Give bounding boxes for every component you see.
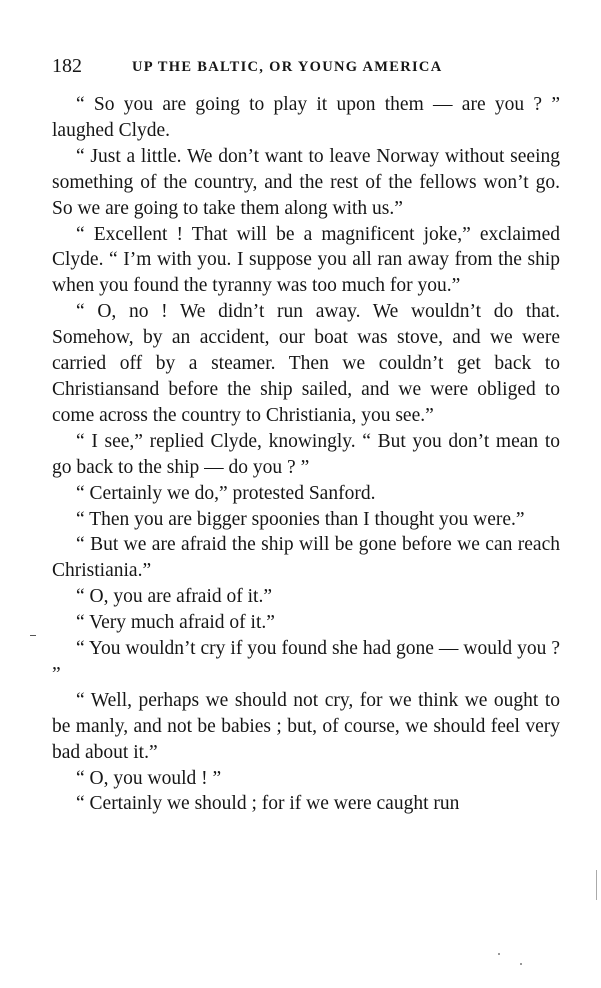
running-title: UP THE BALTIC, OR YOUNG AMERICA [132,59,443,75]
paragraph: “ Certainly we should ; for if we were caught run [76,793,460,815]
paragraph: “ Just a little. We don’t want to leave Norway without seeing something of the country, and the rest of the fellows won’t go. So we are going to take them along with us.” [52,145,560,219]
paragraph: “ Certainly we do,” protested Sanford. [76,482,376,504]
scan-mark [596,870,597,900]
paragraph: “ I see,” replied Clyde, knowingly. “ But you don’t mean to go back to the ship — do you ? ” [52,430,560,478]
paragraph: “ So you are going to play it upon them — are you ? ” laughed Clyde. [52,94,560,141]
paragraph: “ O, you are afraid of it.” [76,586,272,608]
paragraph: “ Excellent ! That will be a magnificent joke,” exclaimed Clyde. “ I’m with you. I suppose you all ran away from the ship when you found the tyranny was too much for you.” [52,223,560,297]
paragraph: “ O, you would ! ” [76,767,222,789]
scan-mark [498,953,500,955]
body-text [52,92,560,817]
paragraph: “ You wouldn’t cry if you found she had gone — would you ? ” [52,638,560,685]
paragraph: “ But we are afraid the ship will be gone before we can reach Christiania.” [52,534,560,582]
paragraph: “ O, no ! We didn’t run away. We wouldn’t do that. Somehow, by an accident, our boat was stove, and we were carried off by a steamer. Then we couldn’t get back to Christiansand before the ship sailed, and we were obliged to come across the country to Christiania, you see.” [52,301,560,426]
scan-mark [520,963,522,965]
paragraph: “ Then you are bigger spoonies than I thought you were.” [76,508,525,530]
page-number: 182 [52,55,82,77]
scan-mark [30,635,36,636]
paragraph: “ Very much afraid of it.” [76,612,275,634]
paragraph: “ Well, perhaps we should not cry, for we think we ought to be manly, and not be babies ; but, of course, we should feel very bad about it.” [52,689,560,763]
running-head [52,54,560,78]
